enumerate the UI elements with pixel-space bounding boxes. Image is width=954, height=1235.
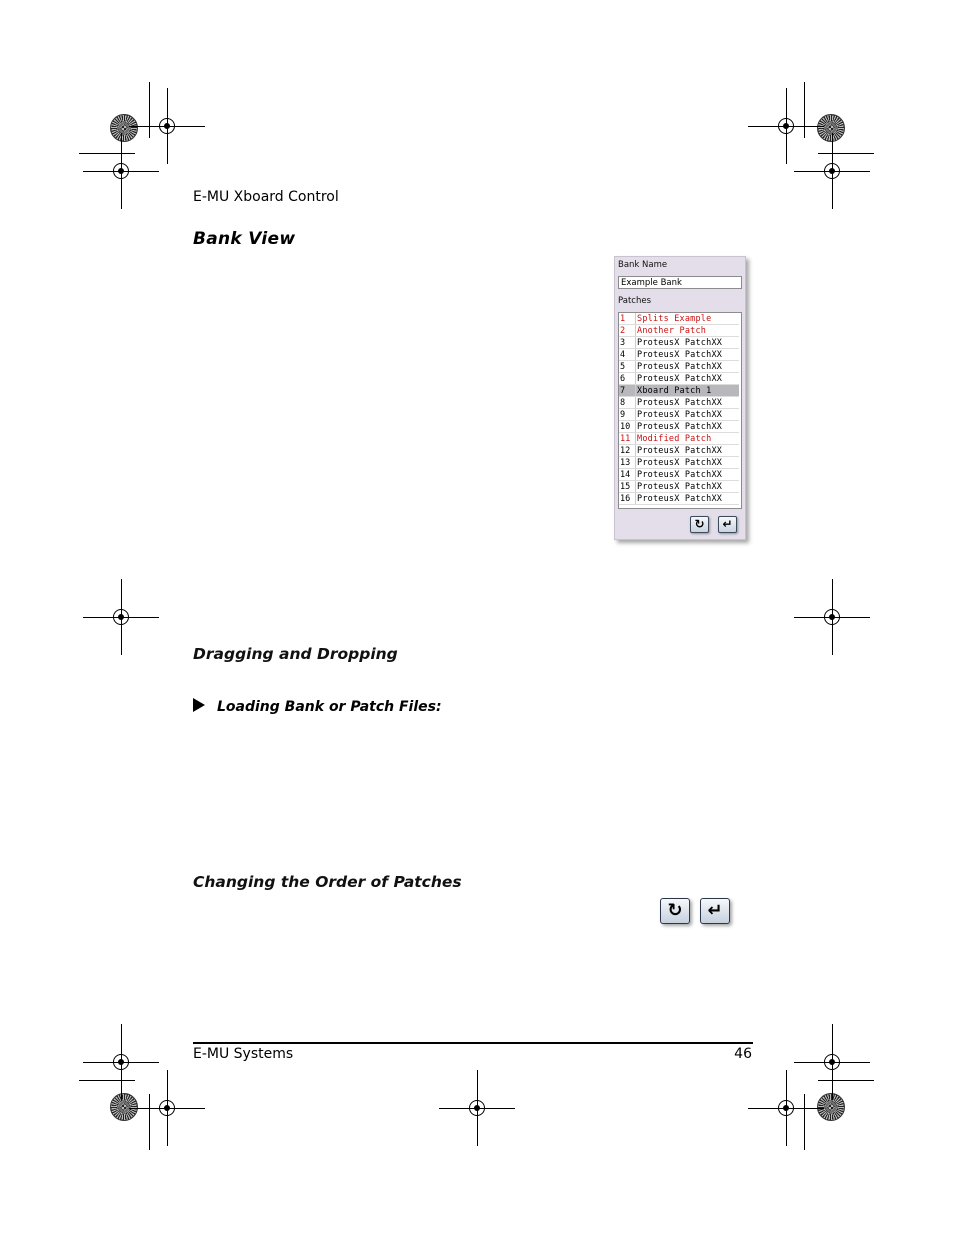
patch-name: ProteusX PatchXX xyxy=(637,458,723,468)
patch-row[interactable] xyxy=(619,313,739,325)
patch-name: ProteusX PatchXX xyxy=(637,374,723,384)
patch-row[interactable] xyxy=(619,469,739,481)
patch-number: 16 xyxy=(620,493,636,504)
bank-name-field[interactable]: Example Bank xyxy=(618,276,742,289)
patches-list[interactable] xyxy=(618,312,742,509)
move-down-button[interactable] xyxy=(718,516,737,533)
patch-number: 15 xyxy=(620,481,636,492)
patch-name: ProteusX PatchXX xyxy=(637,350,723,360)
page-number: 46 xyxy=(734,1046,752,1062)
trim-line xyxy=(149,1094,150,1150)
bullet-arrow-icon xyxy=(193,698,205,712)
patch-row[interactable] xyxy=(619,457,739,469)
patch-row[interactable] xyxy=(619,325,739,337)
patch-number: 3 xyxy=(620,337,636,348)
patch-number: 8 xyxy=(620,397,636,408)
patch-row[interactable] xyxy=(619,481,739,493)
trim-line xyxy=(818,153,874,154)
patch-number: 2 xyxy=(620,325,636,336)
patch-name: Modified Patch xyxy=(637,434,712,444)
patch-number: 13 xyxy=(620,457,636,468)
patch-name: ProteusX PatchXX xyxy=(637,338,723,348)
patch-number: 6 xyxy=(620,373,636,384)
footer-company: E-MU Systems xyxy=(193,1046,294,1062)
patch-number: 9 xyxy=(620,409,636,420)
registration-starburst-icon xyxy=(110,1093,138,1121)
patch-number: 14 xyxy=(620,469,636,480)
move-up-button[interactable] xyxy=(690,516,709,533)
move-down-icon: ↵ xyxy=(722,517,733,531)
patches-label: Patches xyxy=(618,296,652,306)
patch-name: ProteusX PatchXX xyxy=(637,362,723,372)
patch-row[interactable] xyxy=(619,421,739,433)
patch-number: 5 xyxy=(620,361,636,372)
bank-name-label: Bank Name xyxy=(618,260,668,270)
section-title-change-order: Changing the Order of Patches xyxy=(193,873,462,891)
patch-number: 10 xyxy=(620,421,636,432)
trim-line xyxy=(818,1080,874,1081)
registration-starburst-icon xyxy=(817,114,845,142)
patch-name: ProteusX PatchXX xyxy=(637,446,723,456)
patch-number: 7 xyxy=(620,385,636,396)
trim-line xyxy=(149,82,150,138)
patch-name: ProteusX PatchXX xyxy=(637,422,723,432)
patch-row[interactable] xyxy=(619,373,739,385)
patch-row[interactable] xyxy=(619,349,739,361)
patch-name: Xboard Patch 1 xyxy=(637,386,712,396)
patch-row[interactable] xyxy=(619,397,739,409)
patch-name: ProteusX PatchXX xyxy=(637,398,723,408)
procedure-heading xyxy=(193,698,442,715)
patch-row[interactable] xyxy=(619,361,739,373)
move-up-icon: ↻ xyxy=(694,517,705,531)
patch-number: 11 xyxy=(620,433,636,444)
section-title-bank-view: Bank View xyxy=(193,229,296,249)
patch-name: ProteusX PatchXX xyxy=(637,410,723,420)
patch-name: Another Patch xyxy=(637,326,707,336)
registration-starburst-icon xyxy=(110,114,138,142)
patch-name: Splits Example xyxy=(637,314,712,324)
section-title-drag-drop: Dragging and Dropping xyxy=(193,645,398,663)
trim-line xyxy=(804,1094,805,1150)
patch-row[interactable] xyxy=(619,385,739,397)
trim-line xyxy=(79,1080,135,1081)
patch-row[interactable] xyxy=(619,493,739,505)
patch-name: ProteusX PatchXX xyxy=(637,482,723,492)
footer-rule xyxy=(193,1042,753,1044)
procedure-heading-label: Loading Bank or Patch Files: xyxy=(217,699,442,715)
patch-row[interactable] xyxy=(619,409,739,421)
registration-starburst-icon xyxy=(817,1093,845,1121)
patch-row[interactable] xyxy=(619,433,739,445)
patch-name: ProteusX PatchXX xyxy=(637,470,723,480)
trim-line xyxy=(804,82,805,138)
patch-row[interactable] xyxy=(619,445,739,457)
move-down-icon: ↵ xyxy=(707,900,723,921)
patch-number: 1 xyxy=(620,313,636,324)
patch-name: ProteusX PatchXX xyxy=(637,494,723,504)
move-down-button-illustration xyxy=(700,898,730,924)
running-header: E-MU Xboard Control xyxy=(193,189,339,205)
patch-row[interactable] xyxy=(619,337,739,349)
patch-number: 12 xyxy=(620,445,636,456)
move-up-button-illustration xyxy=(660,898,690,924)
patch-number: 4 xyxy=(620,349,636,360)
move-up-icon: ↻ xyxy=(667,900,683,921)
trim-line xyxy=(79,153,135,154)
bank-view-panel xyxy=(614,256,746,540)
